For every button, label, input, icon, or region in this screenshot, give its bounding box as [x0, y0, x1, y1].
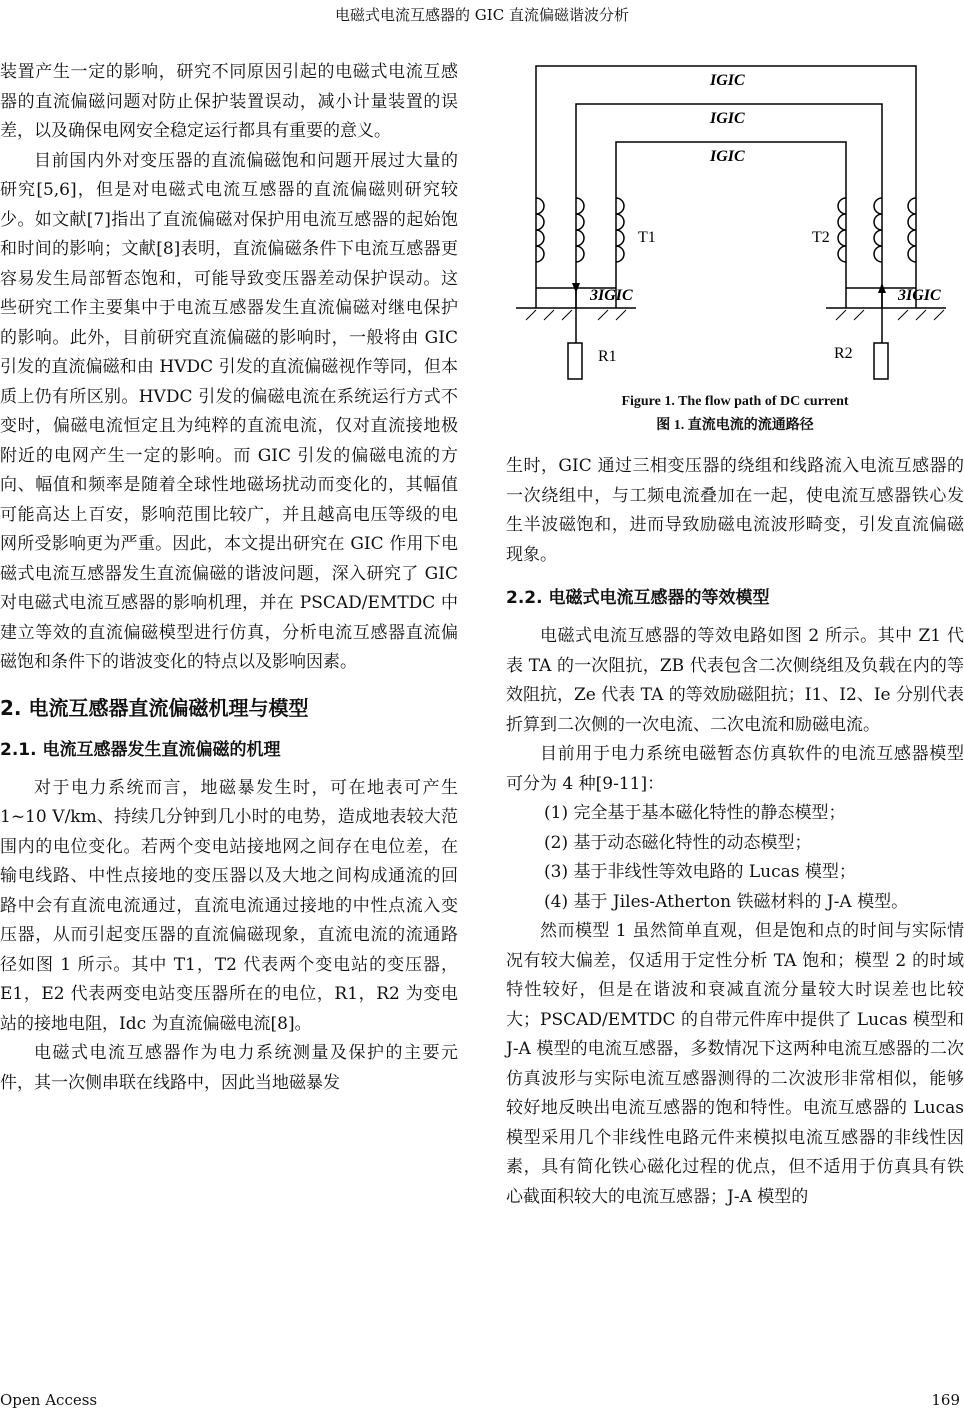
- list-item: (3) 基于非线性等效电路的 Lucas 模型；: [544, 862, 856, 882]
- middle-line: [576, 104, 882, 308]
- r2-label: R2: [834, 345, 853, 362]
- resistor-r1: [568, 343, 582, 379]
- three-igic-label-left: 3IGIC: [590, 287, 633, 304]
- list-item: (2) 基于动态磁化特性的动态模型；: [544, 832, 812, 853]
- subsection-heading: 2.2. 电磁式电流互感器的等效模型: [506, 588, 770, 608]
- list-item: (4) 基于 Jiles-Atherton 铁磁材料的 J-A 模型。: [544, 891, 909, 912]
- right-column: [506, 452, 964, 1212]
- paragraph: 然而模型 1 虽然简单直观，但是饱和点的时间与实际情况有较大偏差，仅适用于定性分析 TA 饱和；模型 2 的时域特性较好，但是在谐波和衰减直流分量较大时误差也比较大；PSCAD/EMTDC 的自带元件库中提供了 Lucas 模型和 J-A 模型的电流互感器，多数情况下这两种电流互感器的二次仿真波形与实际电流互感器测得的二次波形非常相似，能够较好地反映出电流互感器的饱和特性。电流互感器的 Lucas 模型采用几个非线性电路元件来模拟电流互感器的非线性因素，具有简化铁心磁化过程的优点，但不适用于仿真具有铁心截面积较大的电流互感器；J-A 模型的: [506, 921, 964, 1207]
- resistor-r2: [874, 343, 888, 379]
- subsection-heading: 2.1. 电流互感器发生直流偏磁的机理: [0, 739, 281, 760]
- left-column: [0, 58, 458, 1098]
- igic-label-top: IGIC: [710, 72, 745, 89]
- section-heading: 2. 电流互感器直流偏磁机理与模型: [0, 695, 309, 720]
- coil-group-t2: [838, 198, 916, 262]
- paragraph: 电磁式电流互感器作为电力系统测量及保护的主要元件，其一次侧串联在线路中，因此当地磁暴发: [0, 1043, 458, 1093]
- dc-path-diagram: [506, 58, 964, 398]
- r1-label: R1: [598, 348, 617, 365]
- paragraph: 装置产生一定的影响，研究不同原因引起的电磁式电流互感器的直流偏磁问题对防止保护装置误动，减小计量装置的误差，以及确保电网安全稳定运行都具有重要的意义。: [0, 62, 458, 141]
- coil-group-t1: [536, 198, 624, 262]
- igic-label-inner: IGIC: [710, 148, 745, 165]
- footer-open-access: Open Access: [0, 1391, 98, 1409]
- paragraph: 电磁式电流互感器的等效电路如图 2 所示。其中 Z1 代表 TA 的一次阻抗，ZB 代表包含二次侧绕组及负载在内的等效阻抗，Ze 代表 TA 的等效励磁阻抗；I1、I2、Ie 分别代表折算到二次侧的一次电流、二次电流和励磁电流。: [506, 626, 964, 735]
- inner-line: [616, 142, 846, 308]
- paragraph: 目前国内外对变压器的直流偏磁饱和问题开展过大量的研究[5,6]，但是对电磁式电流互感器的直流偏磁则研究较少。如文献[7]指出了直流偏磁对保护用电流互感器的起始饱和时间的影响；文献[8]表明，直流偏磁条件下电流互感器更容易发生局部暂态饱和，可能导致变压器差动保护误动。这些研究工作主要集中于电流互感器发生直流偏磁对继电保护的影响。此外，目前研究直流偏磁的影响时，一般将由 GIC 引发的直流偏磁和由 HVDC 引发的直流偏磁视作等同，但本质上仍有所区别。HVDC 引发的偏磁电流在系统运行方式不变时，偏磁电流恒定且为纯粹的直流电流，仅对直流接地极附近的电网产生一定的影响。而 GIC 引发的偏磁电流的方向、幅值和频率是随着全球性地磁场扰动而变化的，其幅值可能高达上百安，影响范围比较广，并且越高电压等级的电网所受影响更为严重。因此，本文提出研究在 GIC 作用下电磁式电流互感器发生直流偏磁的谐波问题，深入研究了 GIC 对电磁式电流互感器的影响机理，并在 PSCAD/EMTDC 中建立等效的直流偏磁模型进行仿真，分析电流互感器直流偏磁饱和条件下的谐波变化的特点以及影响因素。: [0, 150, 458, 672]
- paragraph: 对于电力系统而言，地磁暴发生时，可在地表可产生 1~10 V/km、持续几分钟到几小时的电势，造成地表较大范围内的电位变化。若两个变电站接地网之间存在电位差，在输电线路、中性点接地的变压器以及大地之间构成通流的回路中会有直流电流通过，直流电流通过接地的中性点流入变压器，从而引起变压器的直流偏磁现象，直流电流的流通路径如图 1 所示。其中 T1，T2 代表两个变电站的变压器，E1，E2 代表两变电站变压器所在的电位，R1，R2 为变电站的接地电阻，Idc 为直流偏磁电流[8]。: [0, 777, 458, 1034]
- paragraph: 目前用于电力系统电磁暂态仿真软件的电流互感器模型可分为 4 种[9-11]：: [506, 744, 964, 794]
- running-header: 电磁式电流互感器的 GIC 直流偏磁谐波分析: [335, 6, 629, 24]
- list-item: (1) 完全基于基本磁化特性的静态模型；: [544, 803, 846, 823]
- figure-1-circuit: [506, 58, 964, 438]
- page-number: 169: [931, 1391, 960, 1409]
- t2-label: T2: [812, 229, 830, 246]
- figure-caption-zh: 图 1. 直流电流的流通路径: [656, 418, 814, 433]
- outer-line: [536, 66, 916, 308]
- figure-caption-en: Figure 1. The flow path of DC current: [621, 394, 849, 409]
- t1-label: T1: [638, 229, 656, 246]
- three-igic-label-right: 3IGIC: [898, 287, 941, 304]
- paragraph: 生时，GIC 通过三相变压器的绕组和线路流入电流互感器的一次绕组中，与工频电流叠加在一起，使电流互感器铁心发生半波磁饱和，进而导致励磁电流波形畸变，引发直流偏磁现象。: [506, 456, 964, 565]
- igic-label-mid: IGIC: [710, 110, 745, 127]
